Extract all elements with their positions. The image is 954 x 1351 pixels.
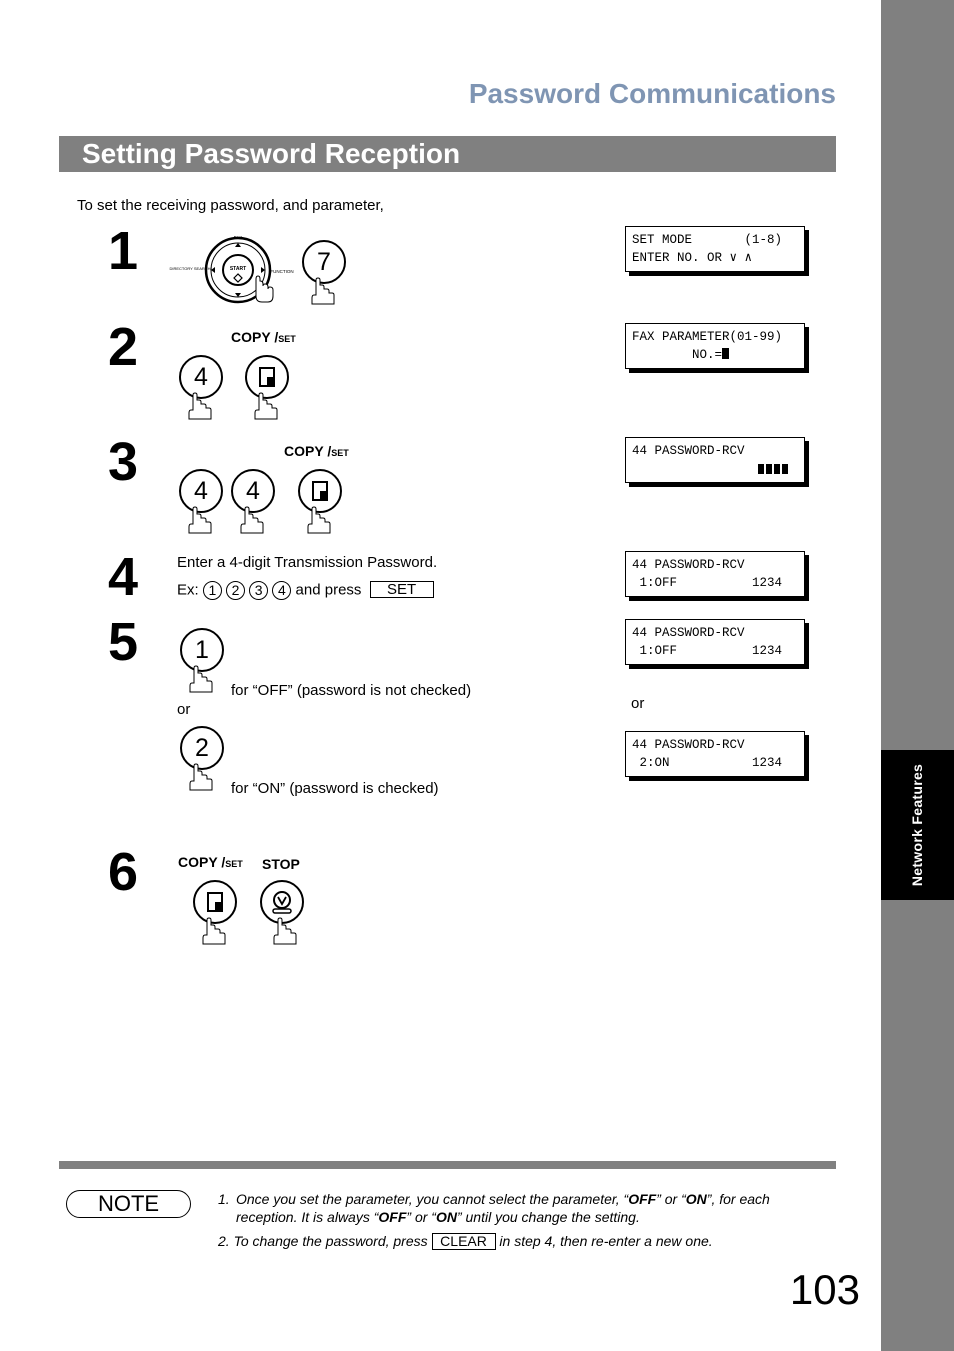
lcd-line-1: 44 PASSWORD-RCV <box>632 738 745 752</box>
example-line <box>177 581 434 600</box>
lcd-line-2: 1:OFF 1234 <box>632 644 783 658</box>
page-heading: Setting Password Reception <box>82 138 461 169</box>
or-text: or <box>631 695 645 712</box>
set-label: SET <box>278 334 296 344</box>
side-tab-label-wrap <box>881 750 954 900</box>
copy-set-label <box>231 329 296 345</box>
option-on-text: for “ON” (password is checked) <box>231 780 439 797</box>
digit-key-3: 3 <box>249 581 268 600</box>
set-button[interactable]: SET <box>370 581 434 598</box>
dial-left-label: DIRECTORY SEARCH <box>169 266 211 271</box>
lcd-display <box>625 437 805 483</box>
note-number: 1. <box>218 1191 230 1207</box>
copy-set-key[interactable] <box>193 880 237 924</box>
lcd-cursor <box>722 348 729 359</box>
copy-label: COPY / <box>284 443 332 459</box>
note-item <box>218 1190 793 1226</box>
note-bold: OFF <box>628 1191 657 1207</box>
option-off-text: for “OFF” (password is not checked) <box>231 682 472 699</box>
key-2[interactable]: 2 <box>180 726 224 770</box>
digit-key-4: 4 <box>272 581 291 600</box>
intro-text: To set the receiving password, and parameter, <box>77 197 384 214</box>
side-tab-label: Network Features <box>909 763 926 887</box>
finger-icon <box>201 920 229 946</box>
finger-icon <box>188 668 216 694</box>
digit-key-1: 1 <box>203 581 222 600</box>
dial-top-label: FAX <box>233 235 243 240</box>
step-number: 5 <box>108 612 139 672</box>
copy-set-label <box>178 854 243 870</box>
key-1[interactable]: 1 <box>180 628 224 672</box>
page-number: 103 <box>789 1266 860 1313</box>
finger-icon <box>187 395 215 421</box>
lcd-line-2: 1:OFF 1234 <box>632 576 783 590</box>
key-4[interactable]: 4 <box>179 355 223 399</box>
finger-icon <box>187 509 215 535</box>
step-4-text: Enter a 4-digit Transmission Password. <box>177 554 438 571</box>
step-number: 1 <box>108 221 139 281</box>
copy-set-key[interactable] <box>298 469 342 513</box>
lcd-line-1: SET MODE (1-8) <box>632 233 783 247</box>
lcd-display <box>625 731 805 777</box>
lcd-line-1: 44 PASSWORD-RCV <box>632 558 745 572</box>
dial-right-label: FUNCTION <box>270 269 294 274</box>
finger-icon <box>188 766 216 792</box>
note-badge: NOTE <box>66 1190 191 1218</box>
lcd-line-1: FAX PARAMETER(01-99) <box>632 330 783 344</box>
set-label: SET <box>225 859 243 869</box>
lcd-password-mask <box>758 464 788 474</box>
clear-button[interactable]: CLEAR <box>432 1233 496 1250</box>
key-4[interactable]: 4 <box>231 469 275 513</box>
navigation-dial-icon <box>169 232 296 310</box>
finger-icon <box>253 395 281 421</box>
note-text: ” until you change the setting. <box>456 1209 640 1225</box>
stop-key[interactable] <box>260 880 304 924</box>
copy-set-label <box>284 443 349 459</box>
lcd-display <box>625 226 805 272</box>
lcd-line-1: 44 PASSWORD-RCV <box>632 444 745 458</box>
finger-icon <box>272 920 300 946</box>
stop-icon <box>269 889 295 915</box>
note-text: ” or “ <box>656 1191 686 1207</box>
stop-label: STOP <box>262 856 300 872</box>
note-number: 2. <box>218 1233 230 1249</box>
finger-icon <box>310 280 338 306</box>
step-number: 3 <box>108 432 139 492</box>
side-bar <box>881 0 954 1351</box>
lcd-line-2: NO.= <box>632 348 723 362</box>
step-number: 2 <box>108 317 139 377</box>
step-number: 6 <box>108 842 139 902</box>
set-label: SET <box>331 448 349 458</box>
lcd-line-2: 2:ON 1234 <box>632 756 783 770</box>
note-bold: ON <box>435 1209 457 1225</box>
digit-key-2: 2 <box>226 581 245 600</box>
copy-set-icon <box>311 481 329 501</box>
step-number: 4 <box>108 547 139 607</box>
note-text: Once you set the parameter, you cannot select the parameter, “ <box>236 1191 629 1207</box>
copy-set-icon <box>206 892 224 912</box>
lcd-display <box>625 551 805 597</box>
copy-label: COPY / <box>231 329 279 345</box>
dial-center-label: START <box>229 266 247 272</box>
note-text: ”, for each reception. It is always “ <box>236 1191 770 1225</box>
lcd-line-2: ENTER NO. OR ∨ ∧ <box>632 251 753 265</box>
lcd-display <box>625 619 805 665</box>
copy-label: COPY / <box>178 854 226 870</box>
copy-set-icon <box>258 367 276 387</box>
section-title: Password Communications <box>468 78 836 109</box>
divider <box>59 1161 836 1169</box>
note-bold: OFF <box>378 1209 407 1225</box>
lcd-display <box>625 323 805 369</box>
example-label: Ex: <box>177 581 199 599</box>
finger-icon <box>239 509 267 535</box>
note-text: in step 4, then re-enter a new one. <box>499 1233 713 1249</box>
or-text: or <box>177 701 191 718</box>
key-7[interactable]: 7 <box>302 240 346 284</box>
note-bold: ON <box>685 1191 707 1207</box>
key-4[interactable]: 4 <box>179 469 223 513</box>
copy-set-key[interactable] <box>245 355 289 399</box>
lcd-line-1: 44 PASSWORD-RCV <box>632 626 745 640</box>
note-text: ” or “ <box>406 1209 436 1225</box>
finger-icon <box>306 509 334 535</box>
note-item <box>218 1232 713 1250</box>
note-text: To change the password, press <box>233 1233 428 1249</box>
and-press-text: and press <box>295 581 362 599</box>
